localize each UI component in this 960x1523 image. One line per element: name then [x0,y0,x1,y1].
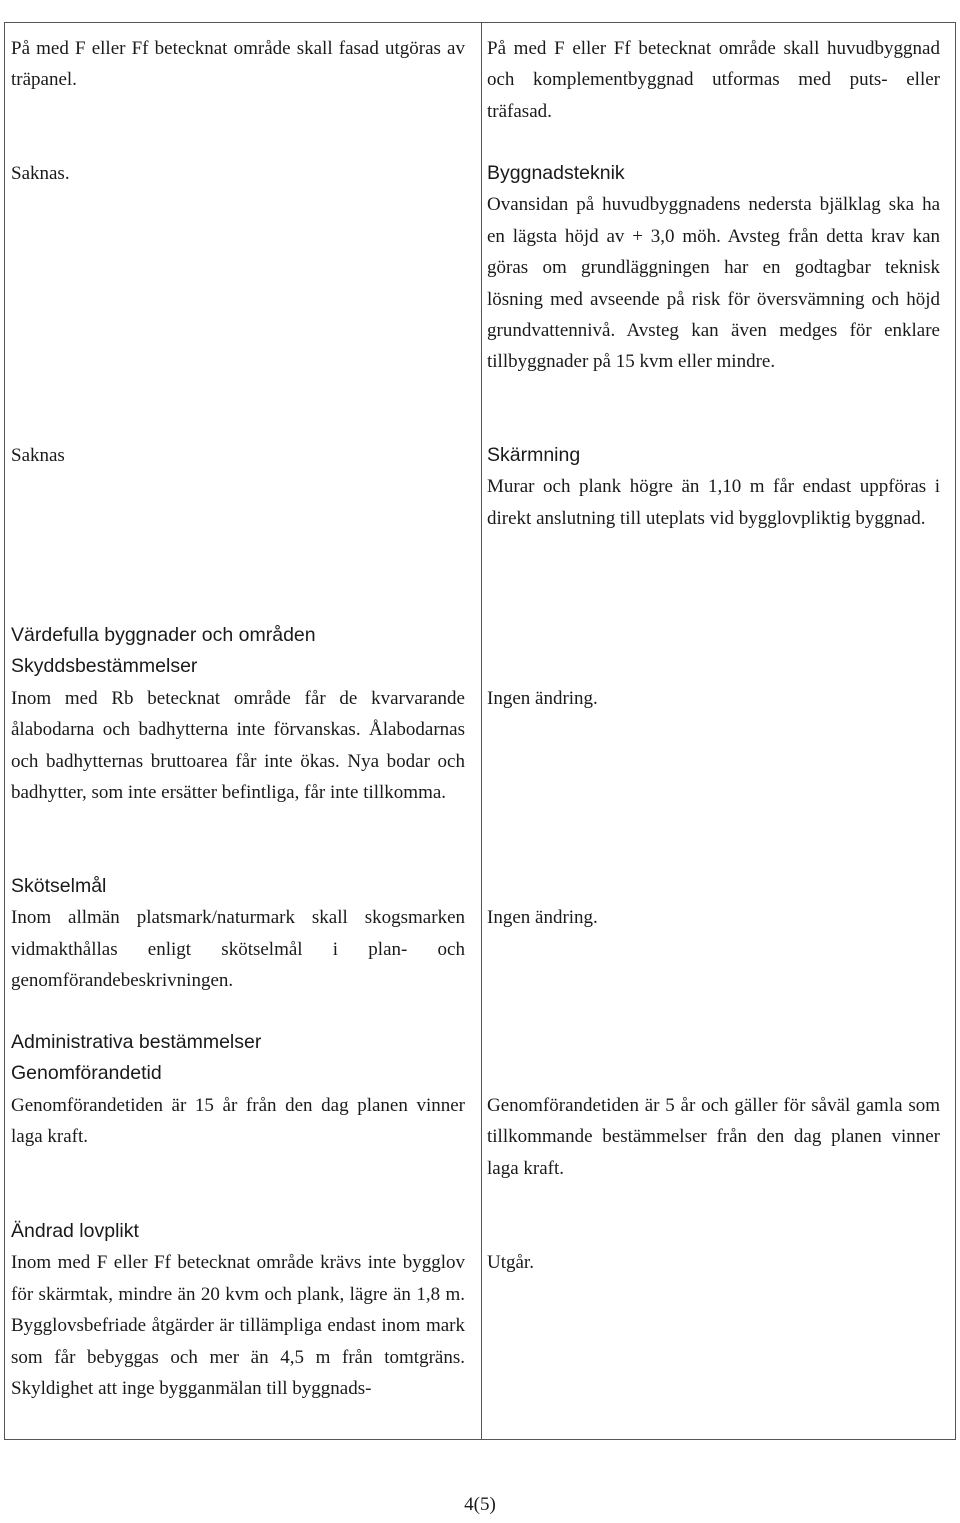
section-heading-implementation-time: Genomförandetid [11,1062,162,1085]
column-divider [481,23,482,1439]
right-block-no-change-2 [487,902,940,933]
no-change-text-1: Ingen ändring. [487,688,598,709]
section-heading-maintenance: Skötselmål [11,875,107,897]
left-missing-text: Saknas. [11,163,70,184]
left-block-missing-1 [11,158,465,189]
left-block-protection [11,620,465,808]
left-block-permit [11,1216,465,1404]
right-facade-text: På med F eller Ff betecknat område skall huvudbyggnad och komplementbyggnad utformas med puts- eller träfasad. [487,38,940,122]
building-technique-text: Ovansidan på huvudbyggnadens nedersta bjälklag ska ha en lägsta höjd av + 3,0 möh. Avsteg från detta krav kan göras om grundläggningen har en godtagbar teknisk lösning med avseende på risk för översvämning och höjd grundvattennivå. Avsteg kan även medges för enklare tillbyggnader på 15 kvm eller mindre. [487,194,940,373]
section-heading-screening: Skärmning [487,444,581,466]
right-block-screening [487,440,940,534]
right-block-facade [487,33,940,127]
section-heading-administrative: Administrativa bestämmelser [11,1031,262,1053]
right-block-implementation [487,1090,940,1184]
no-change-text-2: Ingen ändring. [487,907,598,928]
right-block-building-tech [487,158,940,378]
left-block-missing-2 [11,440,465,471]
right-block-no-change-1 [487,683,940,714]
left-block-maintenance [11,871,465,997]
section-heading-protection-rules: Skyddsbestämmelser [11,655,198,678]
screening-text: Murar och plank högre än 1,10 m får endast uppföras i direkt anslutning till uteplats vid bygglovpliktig byggnad. [487,476,940,529]
left-block-admin [11,1027,465,1153]
left-missing-text-2: Saknas [11,445,65,466]
left-block-facade [11,33,465,96]
expired-text: Utgår. [487,1252,534,1273]
section-heading-building-technique: Byggnadsteknik [487,162,625,184]
implementation-time-text: Genomförandetiden är 15 år från den dag planen vinner laga kraft. [11,1094,465,1148]
left-facade-text: På med F eller Ff betecknat område skall fasad utgöras av träpanel. [11,38,465,91]
page-number: 4(5) [464,1494,496,1515]
right-implementation-text: Genomförandetiden är 5 år och gäller för såväl gamla som tillkommande bestämmelser från den dag planen vinner laga kraft. [487,1095,940,1179]
protection-rules-text: Inom med Rb betecknat område får de kvarvarande ålabodarna och badhytterna inte förvanskas. Ålabodarnas och badhytternas bruttoarea får inte ökas. Nya bodar och badhytter, som inte ersätter befintliga, får inte tillkomma. [11,687,465,804]
right-block-expired [487,1247,940,1278]
section-heading-valuable-buildings: Värdefulla byggnader och områden [11,624,316,646]
maintenance-text: Inom allmän platsmark/naturmark skall skogsmarken vidmakthållas enligt skötselmål i plan- och genomförandebeskrivningen. [11,907,465,992]
section-heading-changed-permit: Ändrad lovplikt [11,1220,139,1242]
changed-permit-text: Inom med F eller Ff betecknat område krävs inte bygglov för skärmtak, mindre än 20 kvm och plank, lägre än 1,8 m. Bygglovsbefriade åtgärder är tillämpliga endast inom mark som får bebyggas och mer än 4,5 m från tomtgräns. Skyldighet att inge bygganmälan till byggnads- [11,1252,465,1400]
